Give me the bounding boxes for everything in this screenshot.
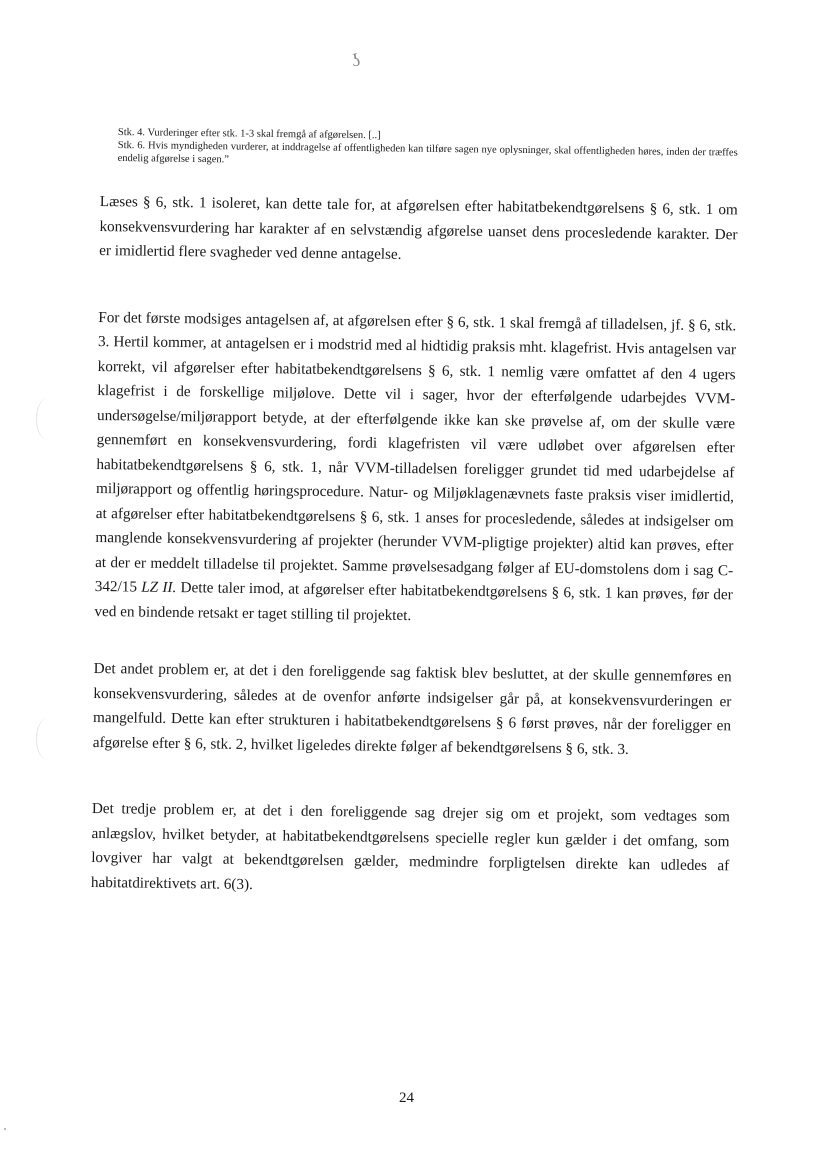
paragraph-1: Læses § 6, stk. 1 isoleret, kan dette tale for, at afgørelsen efter habitatbekendtgørelsens § 6, stk. 1 om konsekvensvurdering har karakter af en selvstændig afgørelse uanset dens procesledende karakter. Der er imidlertid flere svagheder ved denne antagelse. [99, 192, 738, 263]
paragraph-2-text-end: Dette taler imod, at afgørelser efter habitatbekendtgørelsens § 6, stk. 1 kan prøves, før der ved en bindende retsakt er taget stilling til projektet. [94, 579, 733, 624]
handwritten-mark: ʖ [350, 49, 362, 71]
document-body [90, 190, 738, 936]
paragraph-2 [94, 305, 736, 632]
case-name-italic: LZ II. [141, 578, 177, 597]
punch-hole-mark [36, 718, 59, 760]
paragraph-4: Det tredje problem er, at det i den foreliggende sag drejer sig om et projekt, som vedtages som anlægslov, hvilket betyder, at habitatbekendtgørelsens specielle regler kun gælder i det omfang, som lovgiver har valgt at bekendtgørelsen gælder, medmindre forpligtelsen direkte kan udledes af habitatdirektivets art. 6(3). [90, 799, 730, 893]
paragraph-2-text: For det første modsiges antagelsen af, at afgørelsen efter § 6, stk. 1 skal fremgå af tilladelsen, jf. § 6, stk. 3. Hertil kommer, at antagelsen er i modstrid med al hidtidig praksis mht. klagefrist. Hvis antagelsen var korrekt, vil afgørelser efter habitatbekendtgørelsens § 6, stk. 1 nemlig være omfattet af den 4 ugers klagefrist i de forskellige miljølove. Dette vil i sager, hvor der efterfølgende udarbejdes VVM-undersøgelse/miljørapport betyde, at der efterfølgende ikke kan ske prøvelse af, om der skulle være gennemført en konsekvensvurdering, fordi klagefristen vil være udløbet over afgørelsen efter habitatbekendtgørelsens § 6, stk. 1, når VVM-tilladelsen foreligger grundet tid med udarbejdelse af miljørapport og offentlig høringsprocedure. Natur- og Miljøklagenævnets faste praksis viser imidlertid, at afgørelser efter habitatbekendtgørelsens § 6, stk. 1 anses for procesledende, således at indsigelser om manglende konsekvensvurdering af projekter (herunder VVM-pligtige projekter) altid kan prøves, efter at der er meddelt tilladelse til projektet. Samme prøvelsesadgang følger af EU-domstolens dom i sag C-342/15 [94, 308, 737, 596]
paragraph-3: Det andet problem er, at det i den foreliggende sag faktisk blev besluttet, at der skulle gennemføres en konsekvensvurdering, således at de ovenfor anførte indsigelser går på, at konsekvensvurderingen er mangelfuld. Dette kan efter strukturen i habitatbekendtgørelsens § 6 først prøves, når der foreligger en afgørelse efter § 6, stk. 2, hvilket ligeledes direkte følger af bekendtgørelsens § 6, stk. 3. [92, 659, 732, 758]
punch-hole-mark [36, 398, 59, 440]
statute-quote [118, 126, 738, 173]
scan-speck [4, 1128, 6, 1130]
page-number: 24 [399, 1090, 414, 1106]
quote-line-stk4: Stk. 4. Vurderinger efter stk. 1-3 skal fremgå af afgørelsen. [..] [117, 126, 381, 142]
quote-line-stk6: Stk. 6. Hvis myndigheden vurderer, at inddragelse af offentligheden kan tilføre sagen nye oplysninger, skal offentligheden høres, inden der træffes endelig afgørelse i sagen.” [117, 139, 738, 166]
